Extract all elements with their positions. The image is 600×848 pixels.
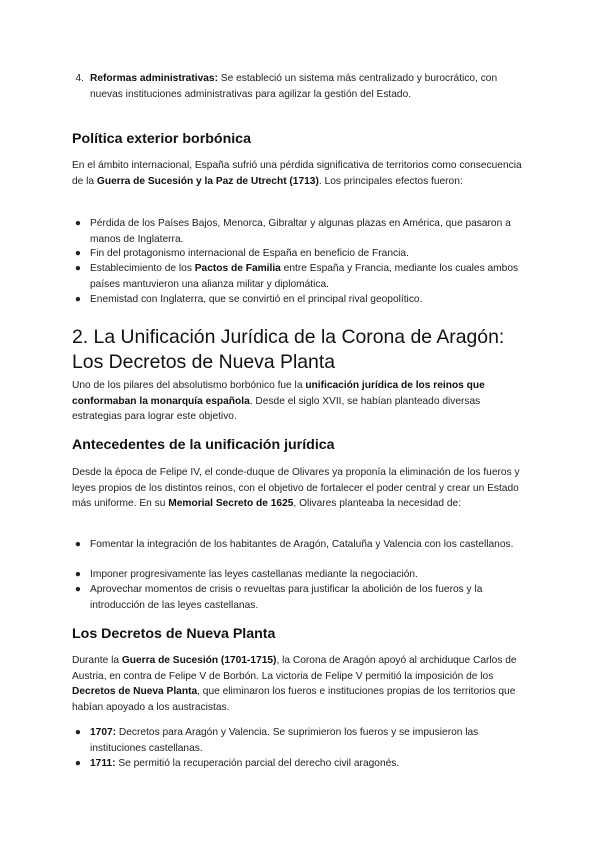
bullet-icon: ● — [74, 294, 82, 305]
bullet-icon: ● — [74, 584, 82, 595]
bold-span: 1707: — [90, 727, 117, 738]
item-text: Se estableció un sistema más centralizado y burocrático, con nuevas instituciones administrativas para agilizar la gestión del Estado. — [90, 73, 498, 100]
list-number: 4. — [75, 73, 84, 84]
bullet-item — [74, 725, 524, 756]
text-span: Durante la — [72, 655, 122, 666]
heading-politica-exterior: Política exterior borbónica — [72, 131, 251, 147]
bullet-icon: ● — [74, 569, 82, 580]
text-span: Decretos para Aragón y Valencia. Se suprimieron los fueros y se impusieron las instituciones castellanas. — [90, 727, 479, 754]
bold-span: Guerra de Sucesión (1701-1715) — [121, 655, 277, 666]
bullet-icon: ● — [74, 263, 82, 274]
list-item-reformas — [75, 71, 524, 102]
bullet-item — [74, 246, 524, 262]
text-span: entre España y Francia, mediante los cuales ambos países mantuvieron una alianza militar y diplomática. — [90, 263, 519, 290]
bullet-icon: ● — [74, 758, 82, 769]
text-span: . Desde el siglo XVII, se habían planteado diversas estrategias para lograr este objetivo. — [72, 395, 481, 422]
text-span: En el ámbito internacional, España sufrió una pérdida significativa de territorios como consecuencia de la — [72, 160, 522, 187]
bullet-text: Imponer progresivamente las leyes castellanas mediante la negociación. — [90, 569, 418, 580]
text-span: , que eliminaron los fueros e instituciones propias de los territorios que habían apoyado a los austracistas. — [72, 686, 516, 713]
paragraph-politica-intro — [72, 158, 530, 189]
heading-section-2: 2. La Unificación Jurídica de la Corona de Aragón: Los Decretos de Nueva Planta — [72, 326, 505, 373]
text-span: , Olivares planteaba la necesidad de: — [293, 498, 462, 509]
bullet-item — [74, 582, 524, 613]
text-span: Uno de los pilares del absolutismo borbónico fue la — [72, 380, 306, 391]
bullet-icon: ● — [74, 727, 82, 738]
bullet-item — [74, 261, 524, 292]
text-span: Desde la época de Felipe IV, el conde-duque de Olivares ya proponía la eliminación de los fueros y leyes propios de los distintos reinos, con el objetivo de fortalecer el poder central y crear un Estado más uniforme. En su — [72, 467, 520, 509]
text-span: , la Corona de Aragón apoyó al archiduque Carlos de Austria, en contra de Felipe V de Borbón. La victoria de Felipe V permitió la imposición de los — [72, 655, 517, 682]
bullet-text: Enemistad con Inglaterra, que se convirtió en el principal rival geopolítico. — [90, 294, 423, 305]
bold-span: Memorial Secreto de 1625 — [168, 498, 294, 509]
bullet-text: Fomentar la integración de los habitantes de Aragón, Cataluña y Valencia con los castellanos. — [90, 539, 514, 550]
paragraph-decretos — [72, 653, 530, 715]
bullet-item — [74, 292, 524, 308]
bold-span: Guerra de Sucesión y la Paz de Utrecht (1713) — [96, 175, 319, 187]
text-span: . Los principales efectos fueron: — [318, 175, 463, 187]
bullet-icon: ● — [74, 218, 82, 229]
heading-decretos: Los Decretos de Nueva Planta — [72, 626, 276, 642]
bullet-icon: ● — [74, 248, 82, 259]
paragraph-section2-intro — [72, 378, 530, 425]
bold-span: Decretos de Nueva Planta — [72, 686, 198, 697]
text-span: Establecimiento de los — [90, 263, 195, 274]
bold-span: Pactos de Familia — [194, 263, 281, 274]
heading-antecedentes: Antecedentes de la unificación jurídica — [72, 437, 335, 453]
bold-span: unificación jurídica de los reinos que conformaban la monarquía española — [72, 380, 485, 407]
paragraph-antecedentes — [72, 465, 530, 512]
bullet-text: Pérdida de los Países Bajos, Menorca, Gibraltar y algunas plazas en América, que pasaron a manos de Inglaterra. — [90, 218, 511, 245]
bullet-text: Aprovechar momentos de crisis o revueltas para justificar la abolición de los fueros y la introducción de las leyes castellanas. — [90, 584, 483, 611]
bold-span: 1711: — [90, 758, 116, 769]
bullet-item — [74, 216, 524, 247]
bullet-icon: ● — [74, 539, 82, 550]
bullet-item — [74, 537, 524, 553]
bullet-item — [74, 567, 524, 583]
text-span: Se permitió la recuperación parcial del derecho civil aragonés. — [115, 758, 400, 769]
item-bold-label: Reformas administrativas: — [90, 73, 218, 84]
bullet-item — [74, 756, 524, 772]
bullet-text: Fin del protagonismo internacional de España en beneficio de Francia. — [90, 248, 409, 259]
